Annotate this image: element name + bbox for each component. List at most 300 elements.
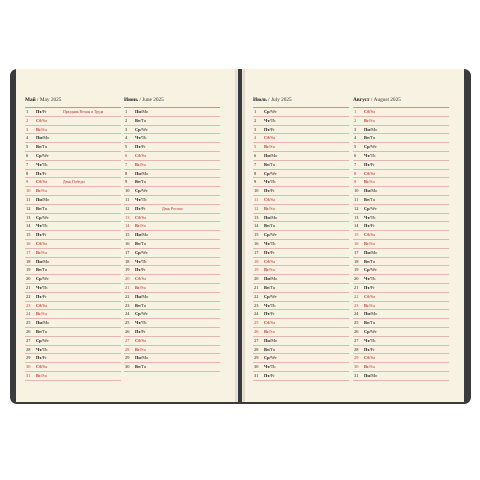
- weekday-label: Вс/Su: [36, 311, 47, 317]
- day-row[interactable]: [124, 178, 220, 187]
- day-number: 18: [26, 258, 31, 264]
- day-number: 16: [26, 240, 31, 246]
- weekday-label: Чт/Th: [135, 320, 147, 326]
- weekday-label: Вт/Tu: [135, 240, 147, 246]
- day-row[interactable]: [253, 134, 349, 143]
- day-row[interactable]: [253, 143, 349, 152]
- day-number: 24: [254, 311, 259, 317]
- day-row[interactable]: [253, 108, 349, 117]
- day-row[interactable]: [253, 240, 349, 249]
- weekday-label: Ср/We: [135, 126, 148, 132]
- day-row[interactable]: [353, 222, 449, 231]
- day-row[interactable]: [25, 231, 121, 240]
- day-number: 17: [125, 249, 130, 255]
- day-number: 15: [125, 232, 130, 238]
- day-row[interactable]: [253, 152, 349, 161]
- day-number: 22: [125, 293, 130, 299]
- month-may: [25, 95, 121, 381]
- day-row[interactable]: [25, 258, 121, 267]
- day-row[interactable]: [124, 319, 220, 328]
- day-row[interactable]: [124, 328, 220, 337]
- day-row[interactable]: [253, 354, 349, 363]
- day-row[interactable]: [253, 249, 349, 258]
- weekday-label: Сб/Sa: [135, 276, 147, 282]
- day-number: 22: [354, 293, 359, 299]
- day-number: 23: [26, 302, 31, 308]
- day-row[interactable]: [124, 170, 220, 179]
- day-row[interactable]: [353, 293, 449, 302]
- weekday-label: Ср/We: [364, 205, 377, 211]
- weekday-label: Сб/Sa: [264, 135, 276, 141]
- day-row[interactable]: [353, 134, 449, 143]
- day-number: 1: [125, 109, 128, 114]
- weekday-label: Пн/Mo: [135, 232, 149, 238]
- day-number: 24: [125, 311, 130, 317]
- month-name-ru: Июнь: [124, 97, 139, 103]
- day-number: 4: [254, 135, 257, 141]
- weekday-label: Пт/Fr: [264, 188, 275, 194]
- day-row[interactable]: [124, 302, 220, 311]
- weekday-label: Вс/Su: [36, 188, 47, 194]
- day-row[interactable]: [124, 134, 220, 143]
- weekday-label: Пт/Fr: [135, 144, 146, 150]
- day-row[interactable]: [25, 302, 121, 311]
- weekday-label: Пн/Mo: [364, 126, 378, 132]
- day-row[interactable]: [353, 319, 449, 328]
- day-number: 9: [254, 179, 257, 185]
- day-number: 1: [354, 109, 357, 114]
- day-number: 20: [125, 276, 130, 282]
- day-row[interactable]: [253, 310, 349, 319]
- day-row[interactable]: [353, 346, 449, 355]
- day-row[interactable]: [253, 231, 349, 240]
- weekday-label: Чт/Th: [264, 117, 276, 123]
- month-july: [253, 95, 349, 381]
- day-number: 16: [254, 240, 259, 246]
- day-number: 5: [354, 144, 357, 150]
- day-row[interactable]: [25, 152, 121, 161]
- day-row[interactable]: [353, 372, 449, 381]
- day-row[interactable]: [253, 126, 349, 135]
- weekday-label: Вт/Tu: [135, 117, 147, 123]
- day-row[interactable]: [124, 249, 220, 258]
- day-row[interactable]: [124, 363, 220, 372]
- day-row[interactable]: [25, 161, 121, 170]
- day-number: 1: [26, 109, 29, 114]
- day-row[interactable]: [124, 205, 220, 214]
- weekday-label: Пт/Fr: [364, 346, 375, 352]
- day-row[interactable]: [353, 284, 449, 293]
- day-row[interactable]: [25, 284, 121, 293]
- weekday-label: Ср/We: [264, 293, 277, 299]
- day-number: 20: [26, 276, 31, 282]
- day-row[interactable]: [253, 214, 349, 223]
- day-row[interactable]: [25, 346, 121, 355]
- day-number: 10: [26, 188, 31, 194]
- day-row[interactable]: [124, 293, 220, 302]
- weekday-label: Вс/Su: [135, 346, 146, 352]
- day-row[interactable]: [353, 354, 449, 363]
- day-row[interactable]: [124, 275, 220, 284]
- day-row[interactable]: [25, 354, 121, 363]
- day-row[interactable]: [353, 275, 449, 284]
- weekday-label: Пн/Mo: [135, 109, 149, 114]
- day-row[interactable]: [124, 284, 220, 293]
- weekday-label: Сб/Sa: [264, 320, 276, 326]
- day-row[interactable]: [25, 126, 121, 135]
- day-number: 2: [354, 117, 357, 123]
- weekday-label: Пн/Mo: [36, 135, 50, 141]
- day-row[interactable]: [253, 302, 349, 311]
- weekday-label: Вт/Tu: [36, 328, 48, 334]
- day-row[interactable]: [253, 205, 349, 214]
- day-row[interactable]: [353, 196, 449, 205]
- weekday-label: Чт/Th: [364, 152, 376, 158]
- day-row[interactable]: [124, 108, 220, 117]
- day-row[interactable]: [353, 302, 449, 311]
- weekday-label: Пт/Fr: [264, 249, 275, 255]
- weekday-label: Вс/Su: [364, 302, 375, 308]
- day-row[interactable]: [253, 337, 349, 346]
- day-number: 23: [354, 302, 359, 308]
- day-row[interactable]: [124, 214, 220, 223]
- month-title: Август / August 2025: [353, 95, 449, 108]
- weekday-label: Вт/Tu: [264, 346, 276, 352]
- weekday-label: Вт/Tu: [364, 196, 376, 202]
- day-number: 26: [26, 328, 31, 334]
- day-number: 26: [354, 328, 359, 334]
- weekday-label: Пн/Mo: [364, 372, 378, 378]
- day-number: 20: [254, 276, 259, 282]
- day-row[interactable]: [25, 222, 121, 231]
- month-title: Июнь / June 2025: [124, 95, 220, 108]
- day-row[interactable]: [353, 310, 449, 319]
- day-number: 16: [125, 240, 130, 246]
- day-number: 28: [125, 346, 130, 352]
- day-row[interactable]: [25, 134, 121, 143]
- day-row[interactable]: [353, 328, 449, 337]
- day-number: 2: [254, 117, 257, 123]
- weekday-label: Сб/Sa: [264, 196, 276, 202]
- day-row[interactable]: [253, 319, 349, 328]
- weekday-label: Чт/Th: [36, 284, 48, 290]
- day-row[interactable]: [124, 126, 220, 135]
- day-row[interactable]: [353, 363, 449, 372]
- month-august: [353, 95, 449, 381]
- day-number: 9: [354, 179, 357, 185]
- weekday-label: Вс/Su: [364, 240, 375, 246]
- day-number: 14: [254, 223, 259, 229]
- weekday-label: Чт/Th: [135, 135, 147, 141]
- weekday-label: Сб/Sa: [135, 337, 147, 343]
- weekday-label: Вт/Tu: [36, 267, 48, 273]
- day-row[interactable]: [124, 161, 220, 170]
- month-name-ru: Август: [353, 97, 370, 103]
- weekday-label: Сб/Sa: [364, 293, 376, 299]
- day-row[interactable]: [124, 240, 220, 249]
- day-number: 7: [26, 161, 29, 167]
- weekday-label: Сб/Sa: [135, 152, 147, 158]
- day-number: 28: [254, 346, 259, 352]
- day-row[interactable]: [353, 205, 449, 214]
- day-row[interactable]: [124, 196, 220, 205]
- day-row[interactable]: [25, 275, 121, 284]
- weekday-label: Сб/Sa: [36, 179, 48, 185]
- weekday-label: Сб/Sa: [364, 170, 376, 176]
- day-number: 22: [26, 293, 31, 299]
- day-row[interactable]: [253, 346, 349, 355]
- weekday-label: Сб/Sa: [364, 355, 376, 361]
- weekday-label: Вс/Su: [264, 328, 275, 334]
- day-row[interactable]: [253, 170, 349, 179]
- day-row[interactable]: [353, 214, 449, 223]
- day-number: 5: [254, 144, 257, 150]
- day-row[interactable]: [353, 258, 449, 267]
- day-row[interactable]: [353, 249, 449, 258]
- day-row[interactable]: [353, 126, 449, 135]
- weekday-label: Пт/Fr: [36, 355, 47, 361]
- day-row[interactable]: [25, 205, 121, 214]
- weekday-label: Пт/Fr: [264, 126, 275, 132]
- day-row[interactable]: [353, 117, 449, 126]
- day-row[interactable]: [25, 249, 121, 258]
- day-row[interactable]: [124, 117, 220, 126]
- weekday-label: Чт/Th: [264, 179, 276, 185]
- weekday-label: Пт/Fr: [135, 205, 146, 211]
- day-number: 26: [254, 328, 259, 334]
- weekday-label: Вс/Su: [36, 126, 47, 132]
- day-number: 14: [26, 223, 31, 229]
- day-number: 9: [125, 179, 128, 185]
- weekday-label: Вт/Tu: [135, 364, 147, 370]
- day-number: 10: [354, 188, 359, 194]
- day-number: 2: [125, 117, 128, 123]
- day-number: 31: [26, 372, 31, 378]
- day-row[interactable]: [353, 266, 449, 275]
- day-row[interactable]: [253, 293, 349, 302]
- day-row[interactable]: [25, 240, 121, 249]
- day-number: 13: [26, 214, 31, 220]
- day-row[interactable]: [253, 372, 349, 381]
- month-june: [124, 95, 220, 372]
- day-number: 27: [26, 337, 31, 343]
- day-row[interactable]: [124, 354, 220, 363]
- day-number: 23: [254, 302, 259, 308]
- day-row[interactable]: [25, 372, 121, 381]
- day-number: 23: [125, 302, 130, 308]
- day-number: 25: [125, 320, 130, 326]
- day-row[interactable]: [253, 161, 349, 170]
- day-row[interactable]: [124, 266, 220, 275]
- weekday-label: Чт/Th: [364, 276, 376, 282]
- day-row[interactable]: [124, 310, 220, 319]
- weekday-label: Пн/Mo: [36, 196, 50, 202]
- day-row[interactable]: [25, 178, 121, 187]
- day-number: 31: [254, 372, 259, 378]
- day-number: 25: [26, 320, 31, 326]
- day-row[interactable]: [353, 178, 449, 187]
- day-number: 26: [125, 328, 130, 334]
- weekday-label: Чт/Th: [36, 161, 48, 167]
- day-number: 12: [26, 205, 31, 211]
- day-row[interactable]: [353, 231, 449, 240]
- day-number: 9: [26, 179, 29, 185]
- weekday-label: Ср/We: [36, 152, 49, 158]
- day-number: 8: [254, 170, 257, 176]
- day-row[interactable]: [353, 337, 449, 346]
- weekday-label: Сб/Sa: [36, 302, 48, 308]
- page-gutter: [235, 69, 245, 402]
- day-number: 19: [254, 267, 259, 273]
- day-row[interactable]: [25, 310, 121, 319]
- day-number: 3: [254, 126, 257, 132]
- weekday-label: Вт/Tu: [364, 135, 376, 141]
- month-name-ru: Май: [25, 97, 36, 103]
- day-row[interactable]: [25, 143, 121, 152]
- day-number: 29: [26, 355, 31, 361]
- day-number: 15: [26, 232, 31, 238]
- left-page: [16, 69, 238, 402]
- day-row[interactable]: [253, 284, 349, 293]
- weekday-label: Сб/Sa: [264, 258, 276, 264]
- day-number: 13: [354, 214, 359, 220]
- month-name-en: July 2025: [270, 97, 292, 103]
- weekday-label: Вс/Su: [135, 284, 146, 290]
- day-row[interactable]: [253, 187, 349, 196]
- day-number: 11: [125, 196, 130, 202]
- weekday-label: Пт/Fr: [364, 223, 375, 229]
- day-number: 1: [254, 109, 257, 114]
- day-row[interactable]: [124, 187, 220, 196]
- day-number: 30: [125, 364, 130, 370]
- day-number: 20: [354, 276, 359, 282]
- day-row[interactable]: [353, 108, 449, 117]
- weekday-label: Вт/Tu: [364, 258, 376, 264]
- day-number: 19: [354, 267, 359, 273]
- day-row[interactable]: [353, 143, 449, 152]
- day-row[interactable]: [124, 231, 220, 240]
- day-row[interactable]: [25, 319, 121, 328]
- weekday-label: Сб/Sa: [36, 240, 48, 246]
- day-number: 27: [125, 337, 130, 343]
- day-row[interactable]: [124, 222, 220, 231]
- day-number: 30: [354, 364, 359, 370]
- day-number: 2: [26, 117, 29, 123]
- right-page: [242, 69, 464, 402]
- day-number: 24: [26, 311, 31, 317]
- day-number: 18: [354, 258, 359, 264]
- day-row[interactable]: [25, 363, 121, 372]
- weekday-label: Вт/Tu: [264, 284, 276, 290]
- weekday-label: Ср/We: [264, 109, 277, 114]
- day-number: 28: [354, 346, 359, 352]
- day-number: 3: [354, 126, 357, 132]
- day-row[interactable]: [253, 117, 349, 126]
- weekday-label: Вс/Su: [364, 364, 375, 370]
- weekday-label: Чт/Th: [135, 196, 147, 202]
- month-name-en: June 2025: [142, 97, 164, 103]
- weekday-label: Ср/We: [135, 249, 148, 255]
- weekday-label: Ср/We: [364, 328, 377, 334]
- day-number: 7: [354, 161, 357, 167]
- weekday-label: Ср/We: [135, 188, 148, 194]
- day-row[interactable]: [25, 293, 121, 302]
- weekday-label: Пн/Mo: [264, 337, 278, 343]
- day-row[interactable]: [253, 196, 349, 205]
- day-number: 13: [125, 214, 130, 220]
- day-row[interactable]: [353, 187, 449, 196]
- day-number: 21: [254, 284, 259, 290]
- day-row[interactable]: [253, 266, 349, 275]
- day-row[interactable]: [25, 328, 121, 337]
- weekday-label: Ср/We: [36, 337, 49, 343]
- weekday-label: Пт/Fr: [135, 267, 146, 273]
- day-row[interactable]: [25, 337, 121, 346]
- day-row[interactable]: [253, 275, 349, 284]
- weekday-label: Пт/Fr: [264, 311, 275, 317]
- weekday-label: Чт/Th: [36, 346, 48, 352]
- day-number: 17: [354, 249, 359, 255]
- weekday-label: Пт/Fr: [135, 328, 146, 334]
- day-row[interactable]: [124, 152, 220, 161]
- weekday-label: Пт/Fr: [364, 161, 375, 167]
- day-row[interactable]: [25, 196, 121, 205]
- day-number: 6: [125, 152, 128, 158]
- day-row[interactable]: [124, 258, 220, 267]
- day-row[interactable]: [253, 258, 349, 267]
- day-row[interactable]: [253, 328, 349, 337]
- weekday-label: Пн/Mo: [135, 170, 149, 176]
- day-row[interactable]: [253, 178, 349, 187]
- weekday-label: Вс/Su: [36, 372, 47, 378]
- day-row[interactable]: [25, 266, 121, 275]
- day-number: 4: [26, 135, 29, 141]
- day-row[interactable]: [353, 170, 449, 179]
- day-row[interactable]: [124, 337, 220, 346]
- day-row[interactable]: [25, 108, 121, 117]
- weekday-label: Ср/We: [364, 267, 377, 273]
- day-number: 7: [254, 161, 257, 167]
- weekday-label: Сб/Sa: [364, 232, 376, 238]
- day-number: 5: [125, 144, 128, 150]
- day-number: 15: [354, 232, 359, 238]
- day-row[interactable]: [25, 214, 121, 223]
- day-number: 29: [354, 355, 359, 361]
- day-row[interactable]: [25, 170, 121, 179]
- month-title: Июль / July 2025: [253, 95, 349, 108]
- day-number: 19: [26, 267, 31, 273]
- weekday-label: Вт/Tu: [264, 223, 276, 229]
- month-title: Май / May 2025: [25, 95, 121, 108]
- weekday-label: Пт/Fr: [36, 293, 47, 299]
- day-row[interactable]: [124, 346, 220, 355]
- day-number: 10: [125, 188, 130, 194]
- day-row[interactable]: [253, 222, 349, 231]
- day-row[interactable]: [25, 117, 121, 126]
- weekday-label: Пт/Fr: [364, 284, 375, 290]
- day-row[interactable]: [25, 187, 121, 196]
- day-row[interactable]: [353, 161, 449, 170]
- day-number: 19: [125, 267, 130, 273]
- day-number: 30: [254, 364, 259, 370]
- day-row[interactable]: [253, 363, 349, 372]
- weekday-label: Вс/Su: [264, 205, 275, 211]
- day-row[interactable]: [353, 152, 449, 161]
- day-row[interactable]: [353, 240, 449, 249]
- day-row[interactable]: [124, 143, 220, 152]
- day-number: 3: [26, 126, 29, 132]
- weekday-label: Вс/Su: [264, 267, 275, 273]
